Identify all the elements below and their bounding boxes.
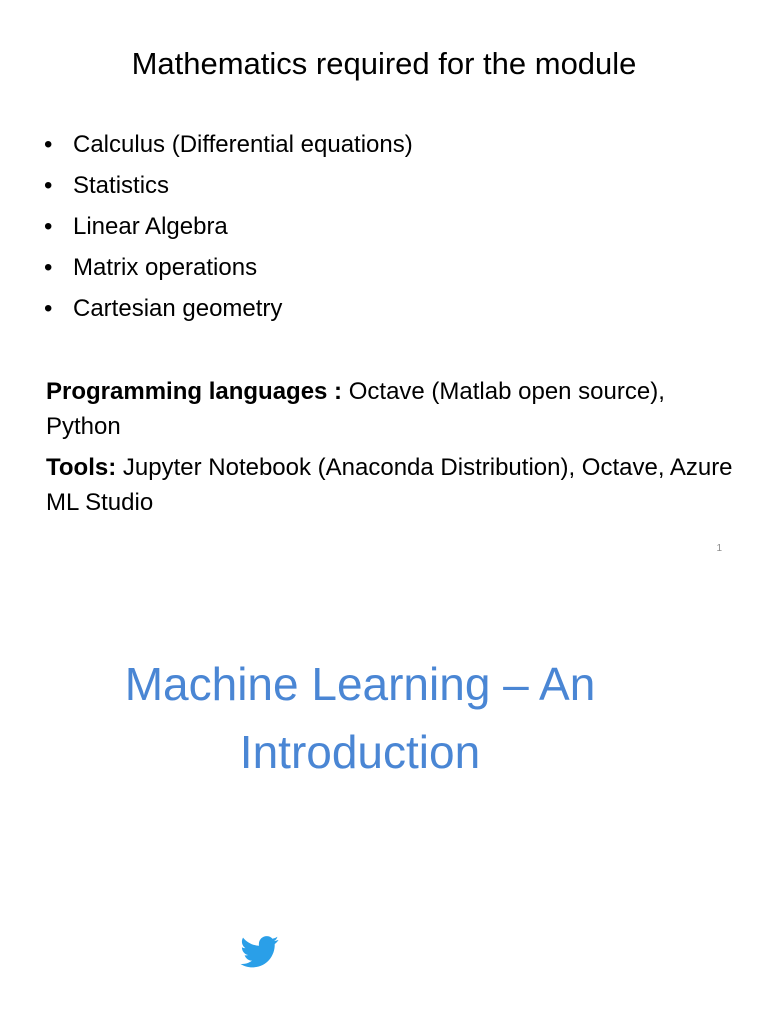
bullet-icon: • — [44, 295, 53, 322]
list-item — [44, 249, 413, 290]
tools-paragraph — [46, 450, 736, 520]
list-item-text: Statistics — [73, 172, 170, 199]
list-item-text: Calculus (Differential equations) — [73, 131, 413, 158]
math-topic-list — [44, 126, 413, 331]
twitter-icon[interactable] — [240, 936, 280, 968]
list-item-text: Linear Algebra — [73, 213, 228, 240]
programming-languages-label: Programming languages : — [46, 378, 343, 405]
slide-number: 1 — [716, 543, 722, 554]
list-item-text: Cartesian geometry — [73, 295, 283, 322]
slide-2-title-line-2: Introduction — [239, 726, 481, 778]
tools-value: Jupyter Notebook (Anaconda Distribution), Octave, Azure ML Studio — [46, 454, 733, 516]
programming-languages-value: Octave (Matlab open source), Python — [46, 378, 665, 440]
slide-2-title — [40, 650, 680, 786]
list-item — [44, 167, 413, 208]
slide-title: Mathematics required for the module — [131, 46, 637, 81]
bullet-icon: • — [44, 172, 53, 199]
list-item — [44, 126, 413, 167]
list-item — [44, 208, 413, 249]
slide-2-title-line-1: Machine Learning – An — [124, 658, 596, 710]
tools-label: Tools: — [46, 454, 117, 481]
programming-languages-paragraph — [46, 374, 736, 444]
list-item-text: Matrix operations — [73, 254, 258, 281]
bullet-icon: • — [44, 254, 53, 281]
bullet-icon: • — [44, 131, 53, 158]
list-item — [44, 290, 413, 331]
bullet-icon: • — [44, 213, 53, 240]
